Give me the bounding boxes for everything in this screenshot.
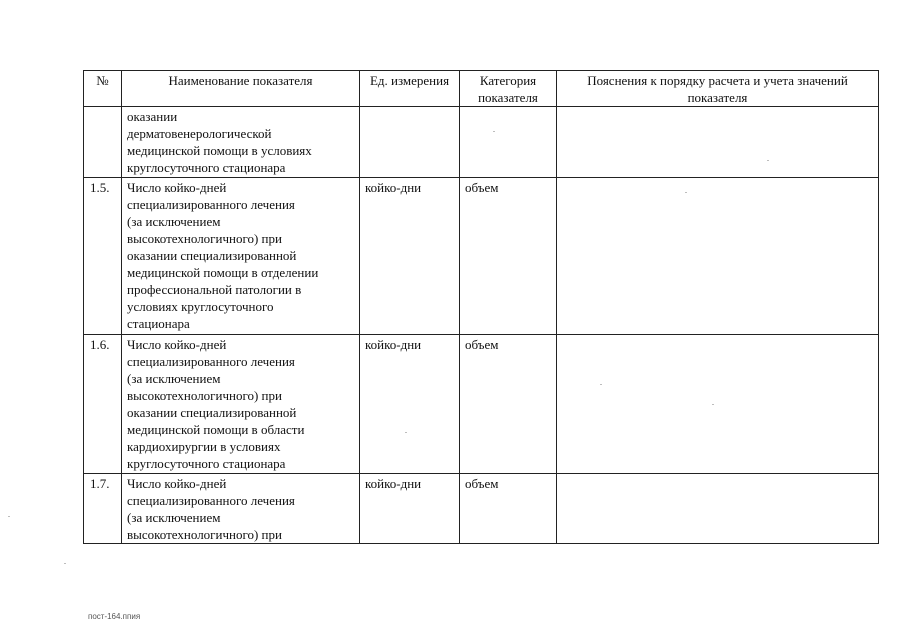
category-cell: объем [460, 474, 557, 544]
category-cell: объем [460, 335, 557, 474]
scan-speck [600, 384, 602, 385]
indicator-name-line: (за исключением [127, 510, 221, 525]
header-number: № [84, 71, 122, 107]
unit-cell: койко-дни [360, 178, 460, 335]
indicator-name-cell [122, 178, 360, 335]
indicator-name-line: стационара [127, 316, 190, 331]
header-name: Наименование показателя [122, 71, 360, 107]
indicator-name-line: оказании [127, 109, 178, 124]
scan-speck [712, 404, 714, 405]
header-unit: Ед. измерения [360, 71, 460, 107]
category-cell: объем [460, 178, 557, 335]
indicator-name-line: специализированного лечения [127, 354, 295, 369]
unit-cell: койко-дни [360, 474, 460, 544]
indicator-name-line: (за исключением [127, 371, 221, 386]
scan-speck [767, 160, 769, 161]
notes-cell [557, 178, 879, 335]
notes-cell [557, 335, 879, 474]
indicators-table [83, 70, 879, 544]
indicator-name-line: высокотехнологичного) при [127, 388, 282, 403]
indicator-name-line: медицинской помощи в условиях [127, 143, 312, 158]
scan-speck [8, 516, 10, 517]
indicator-name-line: оказании специализированной [127, 405, 297, 420]
indicator-name-line: круглосуточного стационара [127, 456, 286, 471]
row-number-cell: 1.5. [84, 178, 122, 335]
table-row-1-5 [84, 178, 879, 335]
indicator-name-line: кардиохирургии в условиях [127, 439, 281, 454]
scan-speck [405, 432, 407, 433]
indicator-name-line: высокотехнологичного) при [127, 231, 282, 246]
indicator-name-line: медицинской помощи в отделении [127, 265, 319, 280]
indicator-name-line: Число койко-дней [127, 337, 227, 352]
indicator-name-cell [122, 107, 360, 178]
row-number-cell [84, 107, 122, 178]
indicator-name-line: Число койко-дней [127, 476, 227, 491]
indicator-name-line: оказании специализированной [127, 248, 297, 263]
scan-speck [493, 131, 495, 132]
indicator-name-cell [122, 474, 360, 544]
scan-speck [685, 192, 687, 193]
indicator-name-line: высокотехнологичного) при [127, 527, 282, 542]
indicator-name-line: (за исключением [127, 214, 221, 229]
notes-cell [557, 474, 879, 544]
table-header-row [84, 71, 879, 107]
indicator-name-line: Число койко-дней [127, 180, 227, 195]
table-row-1-6 [84, 335, 879, 474]
header-category: Категория показателя [460, 71, 557, 107]
indicator-name-line: специализированного лечения [127, 197, 295, 212]
table-row-continuation [84, 107, 879, 178]
indicator-name-line: профессиональной патологии в [127, 282, 302, 297]
unit-cell: койко-дни [360, 335, 460, 474]
indicator-name-cell [122, 335, 360, 474]
indicator-name-line: дерматовенерологической [127, 126, 272, 141]
category-cell [460, 107, 557, 178]
footer-file-label: пост-164.ппия [88, 612, 141, 621]
indicator-name-line: круглосуточного стационара [127, 160, 286, 175]
row-number-cell: 1.7. [84, 474, 122, 544]
indicator-name-line: условиях круглосуточного [127, 299, 274, 314]
scan-speck [64, 563, 66, 564]
unit-cell [360, 107, 460, 178]
indicator-name-line: специализированного лечения [127, 493, 295, 508]
notes-cell [557, 107, 879, 178]
table-row-1-7 [84, 474, 879, 544]
header-notes: Пояснения к порядку расчета и учета значений показателя [557, 71, 879, 107]
indicator-name-line: медицинской помощи в области [127, 422, 305, 437]
row-number-cell: 1.6. [84, 335, 122, 474]
